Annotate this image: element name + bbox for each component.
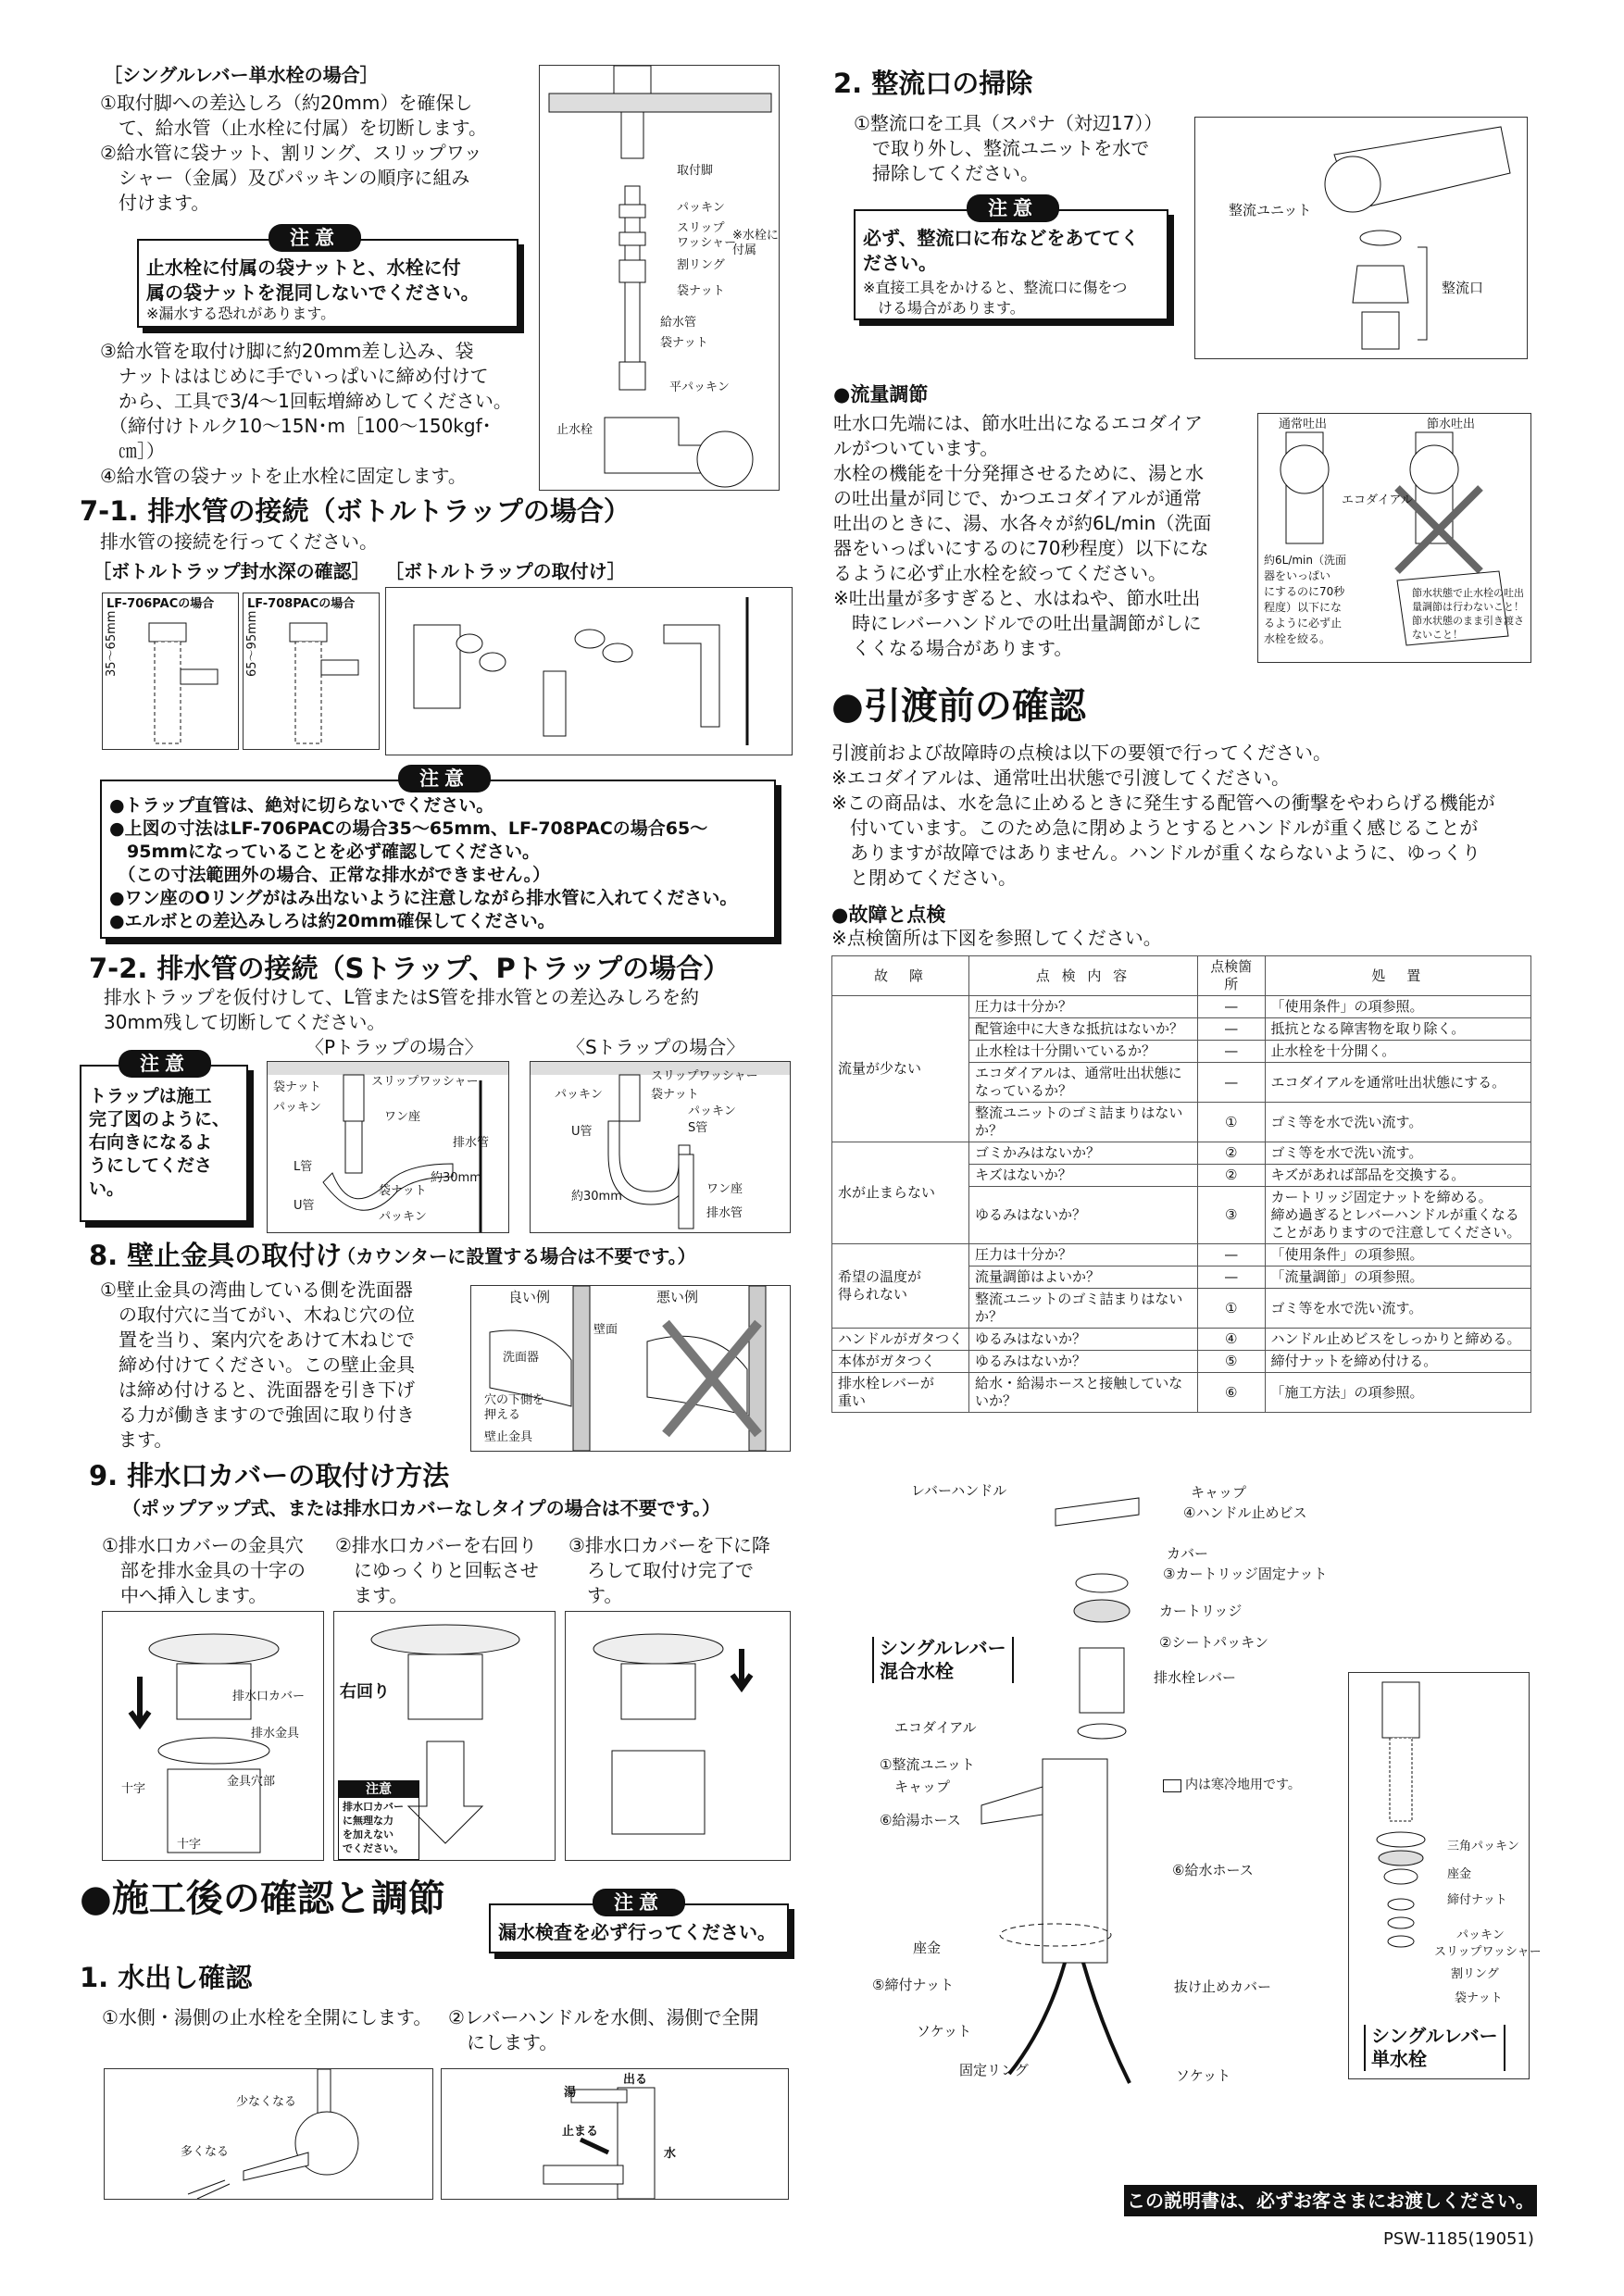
table-cell-action: 「使用条件」の項参照。 (1265, 996, 1530, 1018)
section-1-step-1: ①水側・湯側の止水栓を全開にします。 (102, 2006, 432, 2028)
bottle-trap-install-drawing (386, 588, 792, 755)
single-part-5: スリップワッシャー (1434, 1945, 1542, 1959)
table-cell-check: 整流ユニットのゴミ詰まりはないか？ (969, 1103, 1198, 1142)
bottle-trap-install-figure (385, 587, 793, 755)
section-2-caution-note: ※直接工具をかけると、整流口に傷をつ ける場合があります。 (863, 279, 1128, 317)
table-cell-check: ゆるみはないか？ (969, 1329, 1198, 1351)
table-cell-place: ② (1198, 1165, 1266, 1187)
single-lever-steps-2: ③給水管を取付け脚に約20mm差し込み、袋 ナットははじめに手でいっぱいに締め付けて から、工具で3/4～1回転増締めしてください。 （締付けトルク10～15N･m［100～150kgf･ ㎝］） ④給水管の袋ナットを止水栓に固定します。 (100, 340, 512, 487)
section-7-1-sub: 排水管の接続を行ってください。 (100, 530, 378, 553)
mixing-faucet-label: シングルレバー 混合水栓 (872, 1637, 1014, 1683)
trouble-table-body (832, 996, 1531, 1413)
flow-ecodial-label: エコダイアル (1342, 493, 1413, 507)
table-header-action: 処 置 (1265, 956, 1530, 996)
section-7-1-head-b: ［ボトルトラップの取付け］ (385, 560, 626, 582)
caution-box-1 (137, 227, 518, 328)
caution-label: 注意 (269, 224, 361, 252)
table-cell-check: 圧力は十分か？ (969, 1244, 1198, 1267)
table-cell-check: 流量調節はよいか？ (969, 1267, 1198, 1289)
fig2-caution-title: 注意 (339, 1781, 418, 1798)
aerator-unit-label: 整流ユニット (1229, 202, 1312, 218)
supply-label-3: スリップ ワッシャー (677, 221, 737, 250)
table-row (832, 1142, 1531, 1165)
supply-label-2: パッキン (677, 201, 725, 215)
table-cell-action: 止水栓を十分開く。 (1265, 1041, 1530, 1063)
after-install-caution-text: 漏水検査を必ず行ってください。 (498, 1921, 776, 1943)
section-2-text: ①整流口を工具（スパナ（対辺17）） で取り外し、整流ユニットを水で 掃除してください。 (854, 112, 1163, 184)
table-cell-place: — (1198, 1063, 1266, 1103)
flow-normal-label: 通常吐出 (1279, 418, 1328, 431)
section-7-2-text: 排水トラップを仮付けして、L管またはS管を排水管との差込みしろを約 30mm残して切断してください。 (104, 986, 700, 1033)
supply-label-1: 取付脚 (677, 164, 714, 178)
table-cell-place: — (1198, 1244, 1266, 1267)
section-9-step-1: ①排水口カバーの金具穴 部を排水金具の十字の 中へ挿入します。 (102, 1534, 306, 1606)
p-trap-figure (267, 1061, 509, 1233)
bottle-trap-708-drawing (244, 614, 379, 749)
ex-part-16: 抜け止めカバー (1174, 1978, 1272, 1995)
table-cell-place: ② (1198, 1142, 1266, 1165)
flow-figure (1257, 413, 1531, 663)
supply-label-7: 給水管 (660, 316, 697, 330)
single-part-6: 割リング (1451, 1967, 1499, 1981)
water-fig2-stop: 止まる (562, 2125, 599, 2139)
handover-bar: この説明書は、必ずお客さまにお渡しください。 (1124, 2185, 1537, 2216)
p-part-3: スリップワッシャー (371, 1075, 479, 1089)
ex-part-12: ⑥給湯ホース (880, 1812, 961, 1828)
table-header-check: 点 検 内 容 (969, 956, 1198, 996)
ex-part-9: エコダイアル (894, 1719, 977, 1736)
single-part-7: 袋ナット (1455, 1991, 1503, 2005)
table-row (832, 1351, 1531, 1373)
aerator-figure (1194, 117, 1528, 359)
table-cell-action: エコダイアルを通常吐出状態にする。 (1265, 1063, 1530, 1103)
ex-part-8: 排水栓レバー (1154, 1669, 1236, 1686)
wall-bracket-bad-label: 悪い例 (656, 1289, 699, 1305)
section-7-1-caution-text: ●トラップ直管は、絶対に切らないでください。 ●上図の寸法はLF-706PACの場合35～65mm、LF-708PACの場合65～ 95mmになっていることを必ず確認してください。 （この寸法範囲外の場合、正常な排水ができません。） ●ワン座のOリングがはみ出ないように注意しながら排水管に入れてください。 ●エルボとの差込みしろは約20mm確保してください。 (109, 795, 738, 931)
p-trap-label: 〈Pトラップの場合〉 (306, 1036, 483, 1058)
table-cell-place: ③ (1198, 1187, 1266, 1244)
wall-part-2: 壁面 (593, 1323, 618, 1337)
table-cell-fault: 希望の温度が 得られない (832, 1244, 969, 1329)
bottle-trap-708-figure (243, 593, 380, 750)
table-cell-fault: ハンドルがガタつく (832, 1329, 969, 1351)
fig2-caution-text: 排水口カバー に無理な力 を加えない でください。 (343, 1801, 404, 1854)
table-header-fault: 故 障 (832, 956, 969, 996)
wall-part-3: 穴の下側を 押える (484, 1393, 545, 1422)
section-7-2-title: 7-2. 排水管の接続（Sトラップ、Pトラップの場合） (89, 953, 731, 984)
fig1-part-5: 十字 (177, 1838, 202, 1852)
table-cell-check: 配管途中に大きな抵抗はないか？ (969, 1018, 1198, 1041)
table-cell-action: カートリッジ固定ナットを締める。 締め過ぎるとレバーハンドルが重くなる ことがありますので注意してください。 (1265, 1187, 1530, 1244)
table-cell-check: 整流ユニットのゴミ詰まりはないか？ (969, 1289, 1198, 1329)
fig2-caution-box (338, 1780, 419, 1860)
water-fig1-more: 多くなる (181, 2145, 230, 2159)
water-fig2-cold: 水 (664, 2147, 677, 2161)
single-part-4: パッキン (1456, 1928, 1505, 1942)
flow-text: 吐水口先端には、節水吐出になるエコダイア ルがついています。 水栓の機能を十分発揮させるために、湯と水 の吐出量が同じで、かつエコダイアルが通常 吐出のときに、湯、水各々が約6L/min（洗面 器をいっぱいにするのに70秒程度）以下にな るように必ず止水栓を絞ってください。 ※吐出量が多すぎると、水はねや、節水吐出 時にレバーハンドルでの吐出量調節がしに くくなる場合があります。 (833, 412, 1212, 659)
table-cell-place: — (1198, 1018, 1266, 1041)
table-cell-fault: 流量が少ない (832, 996, 969, 1142)
cold-region-note: 内は寒冷地用です。 (1185, 1778, 1301, 1792)
table-cell-check: 圧力は十分か？ (969, 996, 1198, 1018)
after-install-caution-box (489, 1891, 789, 1953)
supply-label-9: 平パッキン (669, 381, 730, 394)
table-cell-action: 「使用条件」の項参照。 (1265, 1244, 1530, 1267)
single-lever-heading: ［シングルレバー単水栓の場合］ (104, 64, 379, 86)
section-2-caution-label: 注意 (967, 194, 1059, 222)
bottle-trap-708-label: LF-708PACの場合 (247, 597, 356, 611)
section-2-caution-box (854, 197, 1168, 320)
s-part-9: 排水管 (706, 1206, 743, 1220)
bottle-trap-706-dim: 35～65mm (105, 610, 119, 677)
table-cell-action: ハンドル止めビスをしっかりと締める。 (1265, 1329, 1530, 1351)
section-2-title: 2. 整流口の掃除 (833, 68, 1033, 99)
ex-part-13: ⑥給水ホース (1172, 1862, 1254, 1878)
section-1-title: 1. 水出し確認 (80, 1962, 253, 1993)
table-cell-fault: 本体がガタつく (832, 1351, 969, 1373)
flow-note-label: 約6L/min（洗面 器をいっぱい にするのに70秒 程度）以下にな るように必ず止 水栓を絞る。 (1264, 554, 1346, 645)
ex-part-14: 座金 (913, 1940, 942, 1956)
table-cell-check: ゴミかみはないか？ (969, 1142, 1198, 1165)
s-part-8: ワン座 (706, 1182, 743, 1196)
table-cell-place: ① (1198, 1103, 1266, 1142)
table-cell-check: 止水栓は十分開いているか？ (969, 1041, 1198, 1063)
s-part-5: S管 (688, 1121, 708, 1135)
p-part-7: 約30mm (431, 1171, 481, 1185)
table-cell-action: ゴミ等を水で洗い流す。 (1265, 1142, 1530, 1165)
table-header-row (832, 956, 1531, 996)
bottle-trap-706-label: LF-706PACの場合 (106, 597, 215, 611)
p-part-2: パッキン (273, 1101, 321, 1115)
ex-part-5: ③カートリッジ固定ナット (1163, 1566, 1328, 1582)
wall-bracket-figure (470, 1285, 791, 1452)
single-part-3: 締付ナット (1447, 1893, 1507, 1907)
table-cell-action: ゴミ等を水で洗い流す。 (1265, 1289, 1530, 1329)
s-part-7: 約30mm (571, 1190, 622, 1204)
section-8-text: ①壁止金具の湾曲している側を洗面器 の取付穴に当てがい、木ねじ穴の位 置を当り、案内穴をあけて木ねじで 締め付けてください。この壁止金具 は締め付けると、洗面器を引き下げ る力が働きますので強固に取り付き ます。 (100, 1279, 415, 1451)
ex-part-6: カートリッジ (1159, 1603, 1243, 1619)
section-9-step-3: ③排水口カバーを下に降 ろして取付け完了で す。 (568, 1534, 770, 1606)
section-7-1-head-a: ［ボトルトラップ封水深の確認］ (93, 560, 370, 582)
section-7-1-caution-label: 注意 (398, 765, 491, 792)
table-cell-action: キズがあれば部品を交換する。 (1265, 1165, 1530, 1187)
ex-part-10: ①整流ユニット (880, 1756, 975, 1773)
ex-part-11: キャップ (894, 1778, 951, 1795)
document-code: PSW-1185(19051) (1383, 2229, 1534, 2249)
after-install-caution-label: 注意 (593, 1889, 685, 1916)
water-fig2-out: 出る (623, 2073, 648, 2087)
drain-cover-fig-3 (565, 1611, 791, 1861)
fig1-part-4: 十字 (121, 1782, 146, 1796)
s-part-1: パッキン (555, 1088, 603, 1102)
fig1-part-2: 排水金具 (251, 1727, 300, 1741)
p-part-1: 袋ナット (273, 1080, 321, 1094)
table-cell-action: 締付ナットを締め付ける。 (1265, 1351, 1530, 1373)
ex-part-18: 固定リング (959, 2062, 1029, 2078)
table-cell-check: 給水・給湯ホースと接触していないか？ (969, 1373, 1198, 1413)
supply-label-5: 袋ナット (677, 284, 725, 298)
wall-part-4: 壁止金具 (484, 1430, 533, 1444)
single-faucet-label: シングルレバー 単水栓 (1364, 2025, 1505, 2071)
supply-label-10: 止水栓 (556, 423, 593, 437)
single-lever-steps-1: ①取付脚への差込しろ（約20mm）を確保し て、給水管（止水栓に付属）を切断します。 ②給水管に袋ナット、割リング、スリップワッ シャー（金属）及びパッキンの順序に組み 付けます。 (100, 92, 487, 214)
trouble-title: ●故障と点検 (831, 904, 946, 926)
s-trap-figure (530, 1061, 791, 1233)
supply-label-6: ※水栓に 付属 (732, 229, 779, 257)
section-7-2-caution-label: 注意 (119, 1050, 211, 1078)
ex-part-15: ⑤締付ナット (872, 1977, 955, 1993)
p-part-4: ワン座 (384, 1110, 421, 1124)
table-cell-action: 「流量調節」の項参照。 (1265, 1267, 1530, 1289)
table-cell-place: ⑥ (1198, 1373, 1266, 1413)
trouble-table-wrap (831, 955, 1531, 1413)
ex-part-17: ソケット (917, 2023, 972, 2040)
s-part-4: U管 (571, 1125, 593, 1139)
table-cell-fault: 排水栓レバーが 重い (832, 1373, 969, 1413)
s-part-3: 袋ナット (651, 1088, 699, 1102)
handover-title: ●引渡前の確認 (831, 685, 1086, 728)
ex-part-4: カバー (1167, 1545, 1209, 1562)
bottle-trap-706-figure (102, 593, 239, 750)
s-trap-label: 〈Sトラップの場合〉 (567, 1036, 745, 1058)
table-cell-place: ⑤ (1198, 1351, 1266, 1373)
supply-label-4: 割リング (677, 258, 725, 272)
table-cell-fault: 水が止まらない (832, 1142, 969, 1244)
table-cell-action: 抵抗となる障害物を取り除く。 (1265, 1018, 1530, 1041)
p-part-8: 袋ナット (379, 1184, 427, 1198)
section-7-2-caution-box (80, 1053, 248, 1222)
after-install-title: ●施工後の確認と調節 (80, 1878, 445, 1920)
section-8-note: （カウンターに設置する場合は不要です。） (337, 1245, 696, 1267)
supply-label-8: 袋ナット (660, 336, 708, 350)
water-out-fig-1 (104, 2068, 433, 2200)
table-cell-check: ゆるみはないか？ (969, 1187, 1198, 1244)
trouble-table (831, 955, 1531, 1413)
ex-part-19: ソケット (1176, 2067, 1231, 2084)
flow-saving-label: 節水吐出 (1427, 418, 1476, 431)
p-part-9: U管 (294, 1199, 315, 1213)
fig2-rotate-label: 右回り (340, 1682, 390, 1702)
water-out-fig-2-drawing (442, 2069, 788, 2199)
flow-title: ●流量調節 (833, 383, 929, 406)
s-part-6: パッキン (688, 1104, 736, 1118)
flow-warning-label: 節水状態で止水栓の吐出 量調節は行わないこと！ 節水状態のまま引き渡さ ないこと！ (1412, 587, 1524, 641)
fig1-part-1: 排水口カバー (232, 1690, 306, 1703)
section-9-note: （ポップアップ式、または排水口カバーなしタイプの場合は不要です。） (122, 1497, 720, 1519)
single-faucet-drawing (1349, 1673, 1529, 1951)
ex-part-3: ④ハンドル止めビス (1183, 1504, 1307, 1521)
table-cell-place: ④ (1198, 1329, 1266, 1351)
handover-text: 引渡前および故障時の点検は以下の要領で行ってください。 ※エコダイアルは、通常吐出状態で引渡してください。 ※この商品は、水を急に止めるときに発生する配管への衝撃をやわらげる機能が 付いています。このため急に閉めようとするとハンドルが重く感じることが ありますが故障ではありません。ハンドルが重くならないように、ゆっくり と閉めてください。 (831, 742, 1495, 889)
s-part-2: スリップワッシャー (651, 1069, 758, 1083)
drain-cover-fig-2 (333, 1611, 556, 1861)
table-row (832, 1244, 1531, 1267)
wall-part-1: 洗面器 (503, 1351, 540, 1365)
trouble-note: ※点検箇所は下図を参照してください。 (831, 927, 1162, 949)
section-7-1-title: 7-1. 排水管の接続（ボトルトラップの場合） (80, 495, 631, 527)
drain-cover-fig-3-drawing (566, 1612, 790, 1860)
p-part-6: 排水管 (453, 1136, 490, 1150)
water-fig2-hot: 湯 (564, 2086, 577, 2100)
wall-bracket-drawing (471, 1286, 790, 1451)
p-part-5: L管 (294, 1160, 313, 1174)
table-cell-action: ゴミ等を水で洗い流す。 (1265, 1103, 1530, 1142)
ex-part-2: キャップ (1191, 1484, 1247, 1501)
table-cell-action: 「施工方法」の項参照。 (1265, 1373, 1530, 1413)
aerator-drawing (1195, 118, 1527, 358)
table-header-place: 点検箇所 (1198, 956, 1266, 996)
bottle-trap-708-dim: 65～95mm (245, 610, 259, 677)
section-9-title: 9. 排水口カバーの取付け方法 (89, 1460, 450, 1491)
bottle-trap-706-drawing (103, 614, 238, 749)
single-faucet-figure (1348, 1672, 1542, 2079)
single-part-1: 三角パッキン (1447, 1840, 1519, 1853)
table-row (832, 1329, 1531, 1351)
fig1-part-3: 金具穴部 (227, 1775, 276, 1789)
ex-part-7: ②シートパッキン (1159, 1634, 1268, 1651)
table-row (832, 996, 1531, 1018)
aerator-mouth-label: 整流口 (1442, 280, 1484, 296)
water-out-fig-2 (441, 2068, 789, 2200)
ex-part-1: レバーハンドル (911, 1482, 1007, 1499)
cold-region-marker (1163, 1779, 1181, 1792)
table-row (832, 1373, 1531, 1413)
water-fig1-less: 少なくなる (236, 2095, 297, 2109)
section-8-title: 8. 壁止金具の取付け (89, 1240, 343, 1271)
supply-pipe-figure (539, 65, 780, 491)
table-cell-place: ① (1198, 1289, 1266, 1329)
caution-1-text: 止水栓に付属の袋ナットと、水栓に付 属の袋ナットを混同しないでください。 (146, 256, 480, 304)
section-2-caution-text: 必ず、整流口に布などをあててく ださい。 (863, 227, 1140, 274)
table-cell-check: キズはないか？ (969, 1165, 1198, 1187)
table-cell-place: — (1198, 1267, 1266, 1289)
table-cell-place: — (1198, 996, 1266, 1018)
section-1-step-2: ②レバーハンドルを水側、湯側で全開 にします。 (448, 2006, 759, 2053)
section-7-2-caution-text: トラップは施工 完了図のように、 右向きになるよ うにしてくださ い。 (89, 1086, 231, 1199)
p-part-10: パッキン (379, 1210, 427, 1224)
table-cell-place: — (1198, 1041, 1266, 1063)
drain-cover-fig-1 (102, 1611, 324, 1861)
section-7-1-caution-box (100, 767, 776, 939)
caution-1-note: ※漏水する恐れがあります。 (146, 305, 336, 322)
table-cell-check: ゆるみはないか？ (969, 1351, 1198, 1373)
water-out-fig-1-drawing (105, 2069, 432, 2199)
single-part-2: 座金 (1447, 1867, 1472, 1881)
wall-bracket-good-label: 良い例 (508, 1289, 551, 1305)
table-cell-check: エコダイアルは、通常吐出状態になっているか？ (969, 1063, 1198, 1103)
section-9-step-2: ②排水口カバーを右回り にゆっくりと回転させ ます。 (335, 1534, 539, 1606)
